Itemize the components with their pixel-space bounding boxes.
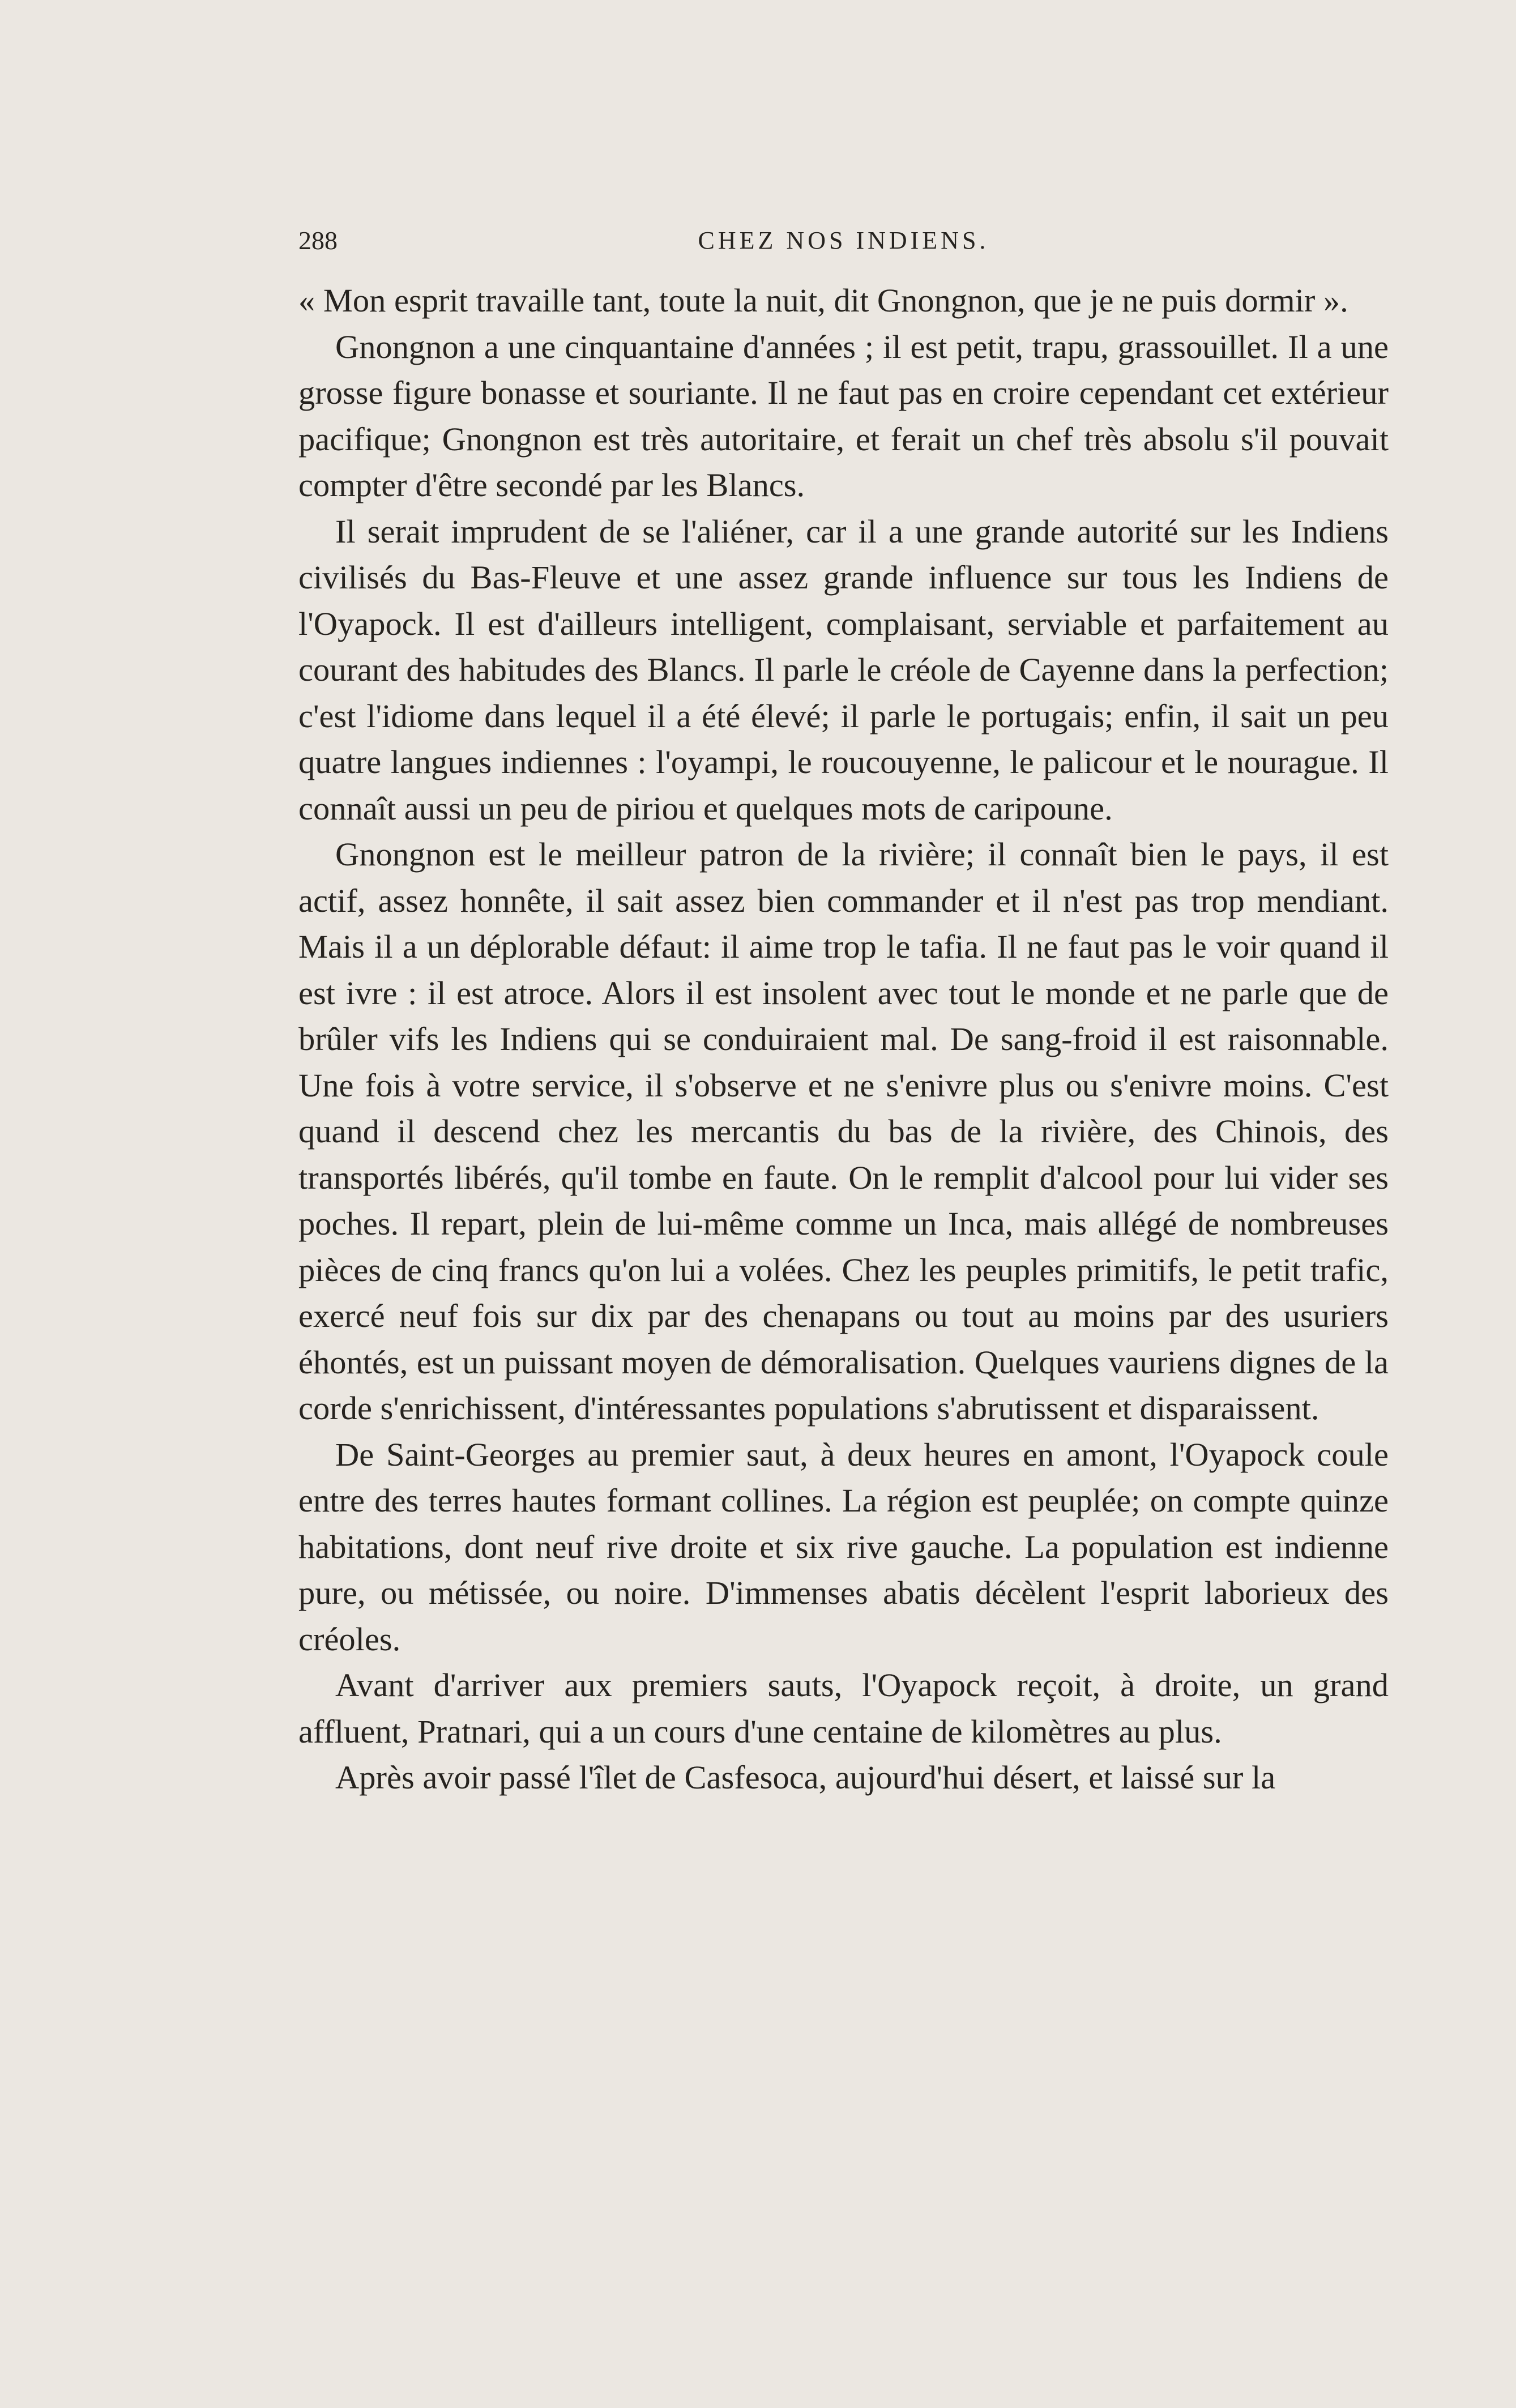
paragraph-gnongnon-patron: Gnongnon est le meilleur patron de la rivière; il connaît bien le pays, il est actif, assez honnête, il sait assez bien commander et il n'est pas trop mendiant. Mais il a un déplorable défaut: il aime trop le tafia. Il ne faut pas le voir quand il est ivre : il est atroce. Alors il est insolent avec tout le monde et ne parle que de brûler vifs les Indiens qui se conduiraient mal. De sang-froid il est raisonnable. Une fois à votre service, il s'observe et ne s'enivre plus ou s'enivre moins. C'est quand il descend chez les mercantis du bas de la rivière, des Chinois, des transportés libérés, qu'il tombe en faute. On le remplit d'alcool pour lui vider ses poches. Il repart, plein de lui-même comme un Inca, mais allégé de nombreuses pièces de cinq francs qu'on lui a volées. Chez les peuples primitifs, le petit trafic, exercé neuf fois sur dix par des chenapans ou tout au moins par des usuriers éhontés, est un puissant moyen de démoralisation. Quelques vauriens dignes de la corde s'enrichissent, d'intéressantes populations s'abrutissent et disparaissent. (298, 836, 1389, 1427)
page-header (298, 221, 1389, 261)
body-text (298, 277, 1389, 2090)
paragraph-saint-georges: De Saint-Georges au premier saut, à deux heures en amont, l'Oyapock coule entre des terres hautes formant collines. La région est peuplée; on compte quinze habitations, dont neuf rive droite et six rive gauche. La population est indienne pure, ou métissée, ou noire. D'immenses abatis décèlent l'esprit laborieux des créoles. (298, 1436, 1389, 1658)
paragraph-quote: « Mon esprit travaille tant, toute la nuit, dit Gnongnon, que je ne puis dormir ». (298, 282, 1348, 319)
paragraph-casfesoca: Après avoir passé l'îlet de Casfesoca, aujourd'hui désert, et laissé sur la (335, 1759, 1276, 1796)
paragraph-pratnari: Avant d'arriver aux premiers sauts, l'Oyapock reçoit, à droite, un grand affluent, Pratnari, qui a un cours d'une centaine de kilomètres au plus. (298, 1667, 1389, 1750)
page-number: 288 (298, 226, 338, 255)
paragraph-gnongnon-authority: Il serait imprudent de se l'aliéner, car il a une grande autorité sur les Indiens civilisés du Bas-Fleuve et une assez grande influence sur tous les Indiens de l'Oyapock. Il est d'ailleurs intelligent, complaisant, serviable et parfaitement au courant des habitudes des Blancs. Il parle le créole de Cayenne dans la perfection; c'est l'idiome dans lequel il a été élevé; il parle le portugais; enfin, il sait un peu quatre langues indiennes : l'oyampi, le roucouyenne, le palicour et le nourague. Il connaît aussi un peu de piriou et quelques mots de caripoune. (298, 513, 1389, 827)
paragraph-gnongnon-portrait: Gnongnon a une cinquantaine d'années ; il est petit, trapu, grassouillet. Il a une grosse figure bonasse et souriante. Il ne faut pas en croire cependant cet extérieur pacifique; Gnongnon est très autoritaire, et ferait un chef très absolu s'il pouvait compter d'être secondé par les Blancs. (298, 328, 1389, 503)
running-title: CHEZ NOS INDIENS. (698, 227, 989, 254)
